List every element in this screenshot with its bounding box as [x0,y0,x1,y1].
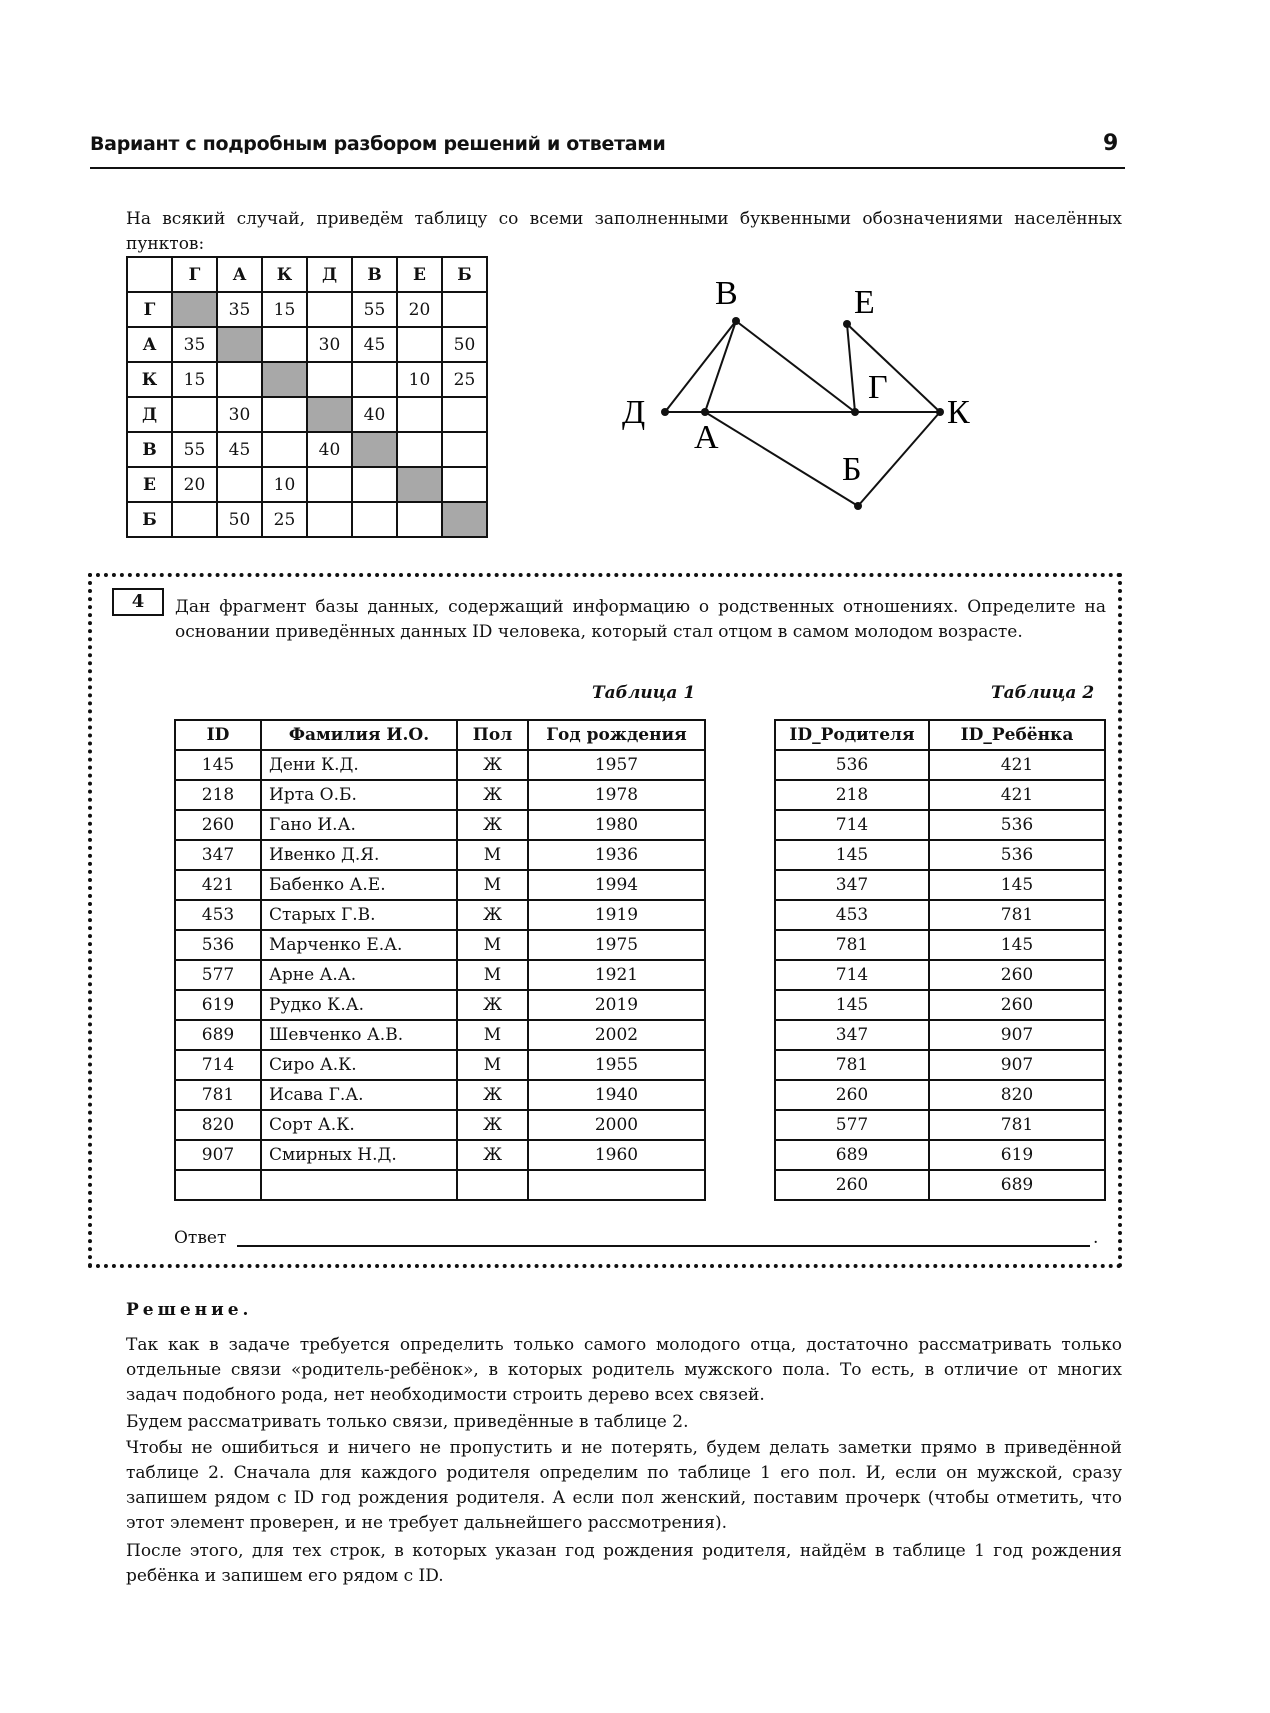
table-cell: 2019 [528,990,705,1020]
table-cell: 781 [929,900,1105,930]
matrix-cell: 55 [352,292,397,327]
table-cell: М [457,960,528,990]
col-header: ID [175,720,261,750]
table-cell: 714 [775,810,929,840]
table-cell: М [457,1050,528,1080]
table-cell: 781 [175,1080,261,1110]
matrix-cell: 25 [442,362,487,397]
table-row [175,1050,705,1080]
table-row [775,810,1105,840]
matrix-cell: 45 [352,327,397,362]
node-d [661,408,669,416]
table-cell: 260 [929,960,1105,990]
matrix-cell [352,362,397,397]
table-cell: 1994 [528,870,705,900]
table-cell: 347 [775,1020,929,1050]
matrix-col-header: В [352,257,397,292]
table-row [775,1080,1105,1110]
matrix-cell [262,397,307,432]
table-row [775,900,1105,930]
road-graph [610,265,990,515]
table-row [175,870,705,900]
table-cell: М [457,870,528,900]
matrix-col-header: А [217,257,262,292]
solution-paragraph: Чтобы не ошибиться и ничего не пропустить и не потерять, будем делать заметки прямо в приведённой таблице 2. Сначала для каждого родителя определим по таблице 1 его пол. И, если он мужской, сразу запишем рядом с ID год рождения родителя. А если пол женский, поставим прочерк (чтобы отметить, что этот элемент проверен, и не требует дальнейшего рассмотрения). [126,1438,1122,1533]
table-row [775,1110,1105,1140]
table-cell: М [457,1020,528,1050]
table-cell: 781 [929,1110,1105,1140]
edge-a-v [705,321,736,412]
graph-nodes [661,317,944,510]
matrix-col-header: К [262,257,307,292]
table-cell: 536 [929,840,1105,870]
col-header: Фамилия И.О. [261,720,457,750]
matrix-cell: 30 [307,327,352,362]
table-cell: 820 [175,1110,261,1140]
label-e: Е [854,284,875,321]
solution-paragraph: Будем рассматривать только связи, приведённые в таблице 2. [126,1412,689,1432]
table-row [175,960,705,990]
label-b: Б [842,451,862,488]
table-cell: 907 [929,1020,1105,1050]
table-cell: Ж [457,810,528,840]
matrix-cell [442,292,487,327]
table-cell: 145 [175,750,261,780]
table-cell [528,1170,705,1200]
table1-caption: Таблица 1 [592,683,696,703]
edge-v-g [736,321,855,412]
solution-paragraph: Так как в задаче требуется определить только самого молодого отца, достаточно рассматривать только отдельные связи «родитель-ребёнок», в которых родитель мужского пола. То есть, в отличие от многих задач подобного рода, нет необходимости строить дерево всех связей. [126,1335,1122,1405]
table-row [775,840,1105,870]
table-cell: 714 [175,1050,261,1080]
matrix-cell [397,467,442,502]
matrix-row-header: А [127,327,172,362]
table-row [775,1050,1105,1080]
col-header: Пол [457,720,528,750]
table-cell: Ж [457,900,528,930]
table-cell: 145 [775,990,929,1020]
table-row [175,990,705,1020]
table-cell: 1919 [528,900,705,930]
answer-end: . [1093,1228,1099,1248]
matrix-cell [442,397,487,432]
table-cell [261,1170,457,1200]
table-cell: 453 [175,900,261,930]
table-cell: Ж [457,1080,528,1110]
matrix-row-header: К [127,362,172,397]
table-cell: 907 [929,1050,1105,1080]
node-a [701,408,709,416]
matrix-cell: 15 [172,362,217,397]
table-cell: 421 [929,750,1105,780]
table-cell: 689 [775,1140,929,1170]
table-cell [457,1170,528,1200]
table-row [775,960,1105,990]
matrix-cell: 45 [217,432,262,467]
matrix-cell: 30 [217,397,262,432]
table-cell: Ирта О.Б. [261,780,457,810]
page-number: 9 [1103,131,1119,156]
matrix-cell [397,327,442,362]
table-cell: 619 [929,1140,1105,1170]
matrix-col-header: Г [172,257,217,292]
matrix-cell: 10 [262,467,307,502]
label-g: Г [868,369,888,406]
table-row [775,930,1105,960]
matrix-cell [262,327,307,362]
node-k [936,408,944,416]
table-cell: 907 [175,1140,261,1170]
table-row [775,1170,1105,1200]
table-cell: 260 [929,990,1105,1020]
matrix-cell [352,502,397,537]
matrix-cell [172,397,217,432]
matrix-cell: 55 [172,432,217,467]
table-row [175,1020,705,1050]
table-cell: Дени К.Д. [261,750,457,780]
edge-a-b [705,412,858,506]
table-cell: Рудко К.А. [261,990,457,1020]
node-v [732,317,740,325]
table-cell: 714 [775,960,929,990]
matrix-cell [262,432,307,467]
table-row [175,1110,705,1140]
table-cell: 781 [775,930,929,960]
col-header: Год рождения [528,720,705,750]
table-cell: 1960 [528,1140,705,1170]
table-row [175,900,705,930]
matrix-col-header: Е [397,257,442,292]
table-row [175,750,705,780]
table-cell: 689 [929,1170,1105,1200]
table-cell [175,1170,261,1200]
answer-field[interactable] [237,1245,1090,1247]
table-cell: Исава Г.А. [261,1080,457,1110]
matrix-cell: 50 [442,327,487,362]
table-cell: 820 [929,1080,1105,1110]
table-cell: Ж [457,1110,528,1140]
table-cell: 218 [175,780,261,810]
matrix-cell: 50 [217,502,262,537]
table-cell: Смирных Н.Д. [261,1140,457,1170]
label-a: А [694,419,719,456]
table-cell: 2000 [528,1110,705,1140]
matrix-col-header: Д [307,257,352,292]
table-row [775,990,1105,1020]
table-cell: 1980 [528,810,705,840]
matrix-cell [397,432,442,467]
running-title: Вариант с подробным разбором решений и ответами [90,133,666,155]
table-cell: Ж [457,750,528,780]
table-cell: Гано И.А. [261,810,457,840]
edge-e-k [847,324,940,412]
table-cell: 1978 [528,780,705,810]
table-cell: 781 [775,1050,929,1080]
matrix-cell [442,502,487,537]
matrix-cell [307,467,352,502]
solution-paragraph: После этого, для тех строк, в которых указан год рождения родителя, найдём в таблице 1 год рождения ребёнка и запишем его рядом с ID. [126,1541,1122,1586]
table-cell: 536 [775,750,929,780]
table-cell: 218 [775,780,929,810]
table-cell: Ивенко Д.Я. [261,840,457,870]
node-e [843,320,851,328]
table-row [775,1140,1105,1170]
table-cell: 145 [775,840,929,870]
table-cell: М [457,930,528,960]
matrix-cell: 20 [172,467,217,502]
edge-e-g [847,324,855,412]
table-cell: 577 [775,1110,929,1140]
table-row [775,750,1105,780]
matrix-cell [397,502,442,537]
label-k: К [947,394,970,431]
matrix-cell [442,432,487,467]
matrix-col-header: Б [442,257,487,292]
distance-matrix [126,256,488,538]
table-row [175,1170,705,1200]
matrix-cell: 35 [172,327,217,362]
table-cell: Ж [457,1140,528,1170]
table-cell: 421 [929,780,1105,810]
table-cell: 689 [175,1020,261,1050]
intro-paragraph: На всякий случай, приведём таблицу со всеми заполненными буквенными обозначениями населённых пунктов: [126,209,1122,254]
table-row [175,840,705,870]
matrix-cell [442,467,487,502]
table-cell: 260 [775,1080,929,1110]
matrix-cell: 10 [397,362,442,397]
table-persons [174,719,706,1201]
matrix-cell [307,362,352,397]
table-cell: 577 [175,960,261,990]
table-cell: Сиро А.К. [261,1050,457,1080]
table-cell: 1957 [528,750,705,780]
table-row [175,810,705,840]
table-row [775,870,1105,900]
matrix-cell [307,397,352,432]
table-cell: 1940 [528,1080,705,1110]
label-v: В [715,275,738,312]
matrix-cell: 25 [262,502,307,537]
matrix-cell: 20 [397,292,442,327]
matrix-cell [352,432,397,467]
solution-title: Решение. [126,1300,253,1320]
node-b [854,502,862,510]
table-cell: 347 [775,870,929,900]
matrix-cell [172,292,217,327]
table-cell: 536 [929,810,1105,840]
matrix-cell [172,502,217,537]
header-rule [90,167,1125,169]
table-cell: Ж [457,990,528,1020]
table2-caption: Таблица 2 [991,683,1095,703]
table-cell: 145 [929,930,1105,960]
table-row [175,780,705,810]
matrix-cell [217,467,262,502]
matrix-cell: 15 [262,292,307,327]
table-cell: Старых Г.В. [261,900,457,930]
matrix-row-header: Е [127,467,172,502]
table-cell: 1975 [528,930,705,960]
matrix-cell [217,362,262,397]
matrix-row-header: Д [127,397,172,432]
node-g [851,408,859,416]
table-cell: Марченко Е.А. [261,930,457,960]
matrix-cell: 40 [352,397,397,432]
col-header: ID_Ребёнка [929,720,1105,750]
table-row [175,1080,705,1110]
table-cell: 347 [175,840,261,870]
table-cell: 421 [175,870,261,900]
table-cell: 260 [175,810,261,840]
answer-label: Ответ [174,1228,227,1248]
table-cell: 536 [175,930,261,960]
table-cell: Шевченко А.В. [261,1020,457,1050]
table-cell: 1936 [528,840,705,870]
matrix-row-header: Г [127,292,172,327]
table-cell: М [457,840,528,870]
table-cell: 619 [175,990,261,1020]
table-cell: 1955 [528,1050,705,1080]
matrix-row-header: Б [127,502,172,537]
edge-k-b [858,412,940,506]
matrix-cell [352,467,397,502]
table-cell: Бабенко А.Е. [261,870,457,900]
matrix-cell [397,397,442,432]
table-cell: Сорт А.К. [261,1110,457,1140]
matrix-cell: 40 [307,432,352,467]
table-row [775,1020,1105,1050]
table-cell: 145 [929,870,1105,900]
table-row [775,780,1105,810]
table-row [175,930,705,960]
matrix-corner [127,257,172,292]
task-text: Дан фрагмент базы данных, содержащий информацию о родственных отношениях. Определите на основании приведённых данных ID человека, который стал отцом в самом молодом возрасте. [175,597,1106,642]
matrix-cell [307,292,352,327]
matrix-cell: 35 [217,292,262,327]
label-d: Д [622,394,646,431]
edge-d-v [665,321,736,412]
matrix-row-header: В [127,432,172,467]
table-cell: 260 [775,1170,929,1200]
col-header: ID_Родителя [775,720,929,750]
matrix-cell [307,502,352,537]
table-row [175,1140,705,1170]
matrix-cell [262,362,307,397]
matrix-cell [217,327,262,362]
table-cell: 453 [775,900,929,930]
table-relations [774,719,1106,1201]
task-number: 4 [112,588,164,616]
table-cell: 1921 [528,960,705,990]
table-cell: 2002 [528,1020,705,1050]
table-cell: Арне А.А. [261,960,457,990]
table-cell: Ж [457,780,528,810]
